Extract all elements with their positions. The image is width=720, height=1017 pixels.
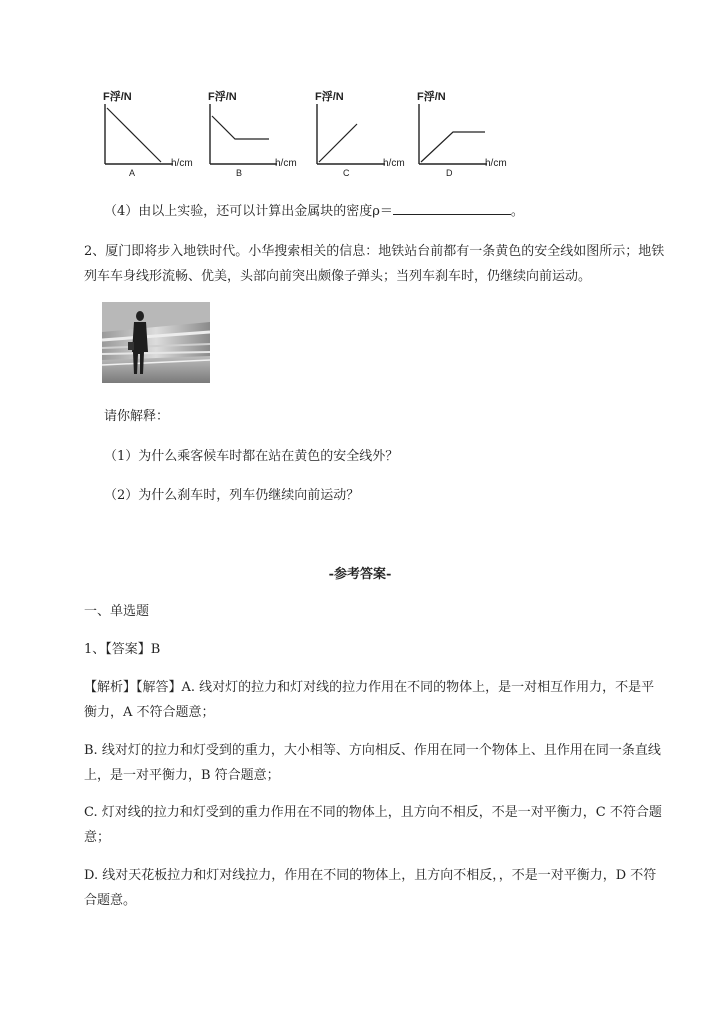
question-4 [104, 200, 524, 219]
graph-d [417, 89, 507, 178]
answer-q1: 1、【答案】B [84, 642, 161, 657]
analysis-c-line-2: 意； [84, 830, 111, 845]
graph-a-x-label: h/cm [171, 158, 193, 169]
buoyancy-graphs [97, 86, 513, 178]
graph-a-label: A [129, 168, 136, 178]
analysis-c-line-1: C. 灯对线的拉力和灯受到的重力作用在不同的物体上，且方向不相反，不是一对平衡力，C 不符合题 [84, 805, 662, 820]
graph-c-y-label: F浮/N [315, 91, 344, 103]
analysis-d-line-1: D. 线对天花板拉力和灯对线拉力，作用在不同的物体上，且方向不相反，，不是一对平衡力，D 不符 [84, 868, 657, 883]
question-4-text: （4）由以上实验，还可以计算出金属块的密度ρ＝ [104, 204, 393, 219]
graph-c [315, 89, 405, 178]
answers-title: -参考答案- [328, 567, 392, 582]
answer-blank [393, 202, 511, 215]
graph-c-label: C [343, 168, 350, 178]
graph-d-x-label: h/cm [485, 158, 507, 169]
graph-c-x-label: h/cm [383, 158, 405, 169]
section-heading: 一、单选题 [84, 604, 150, 619]
graph-b-y-label: F浮/N [208, 91, 237, 103]
explain-prompt: 请你解释： [104, 409, 170, 424]
graph-b-label: B [236, 168, 243, 178]
subway-platform-photo [102, 302, 210, 383]
analysis-b-line-2: 上，是一对平衡力，B 符合题意； [84, 768, 280, 783]
graph-b-x-label: h/cm [275, 158, 297, 169]
question-4-end: 。 [510, 204, 524, 219]
graph-a-y-label: F浮/N [103, 91, 132, 103]
question-2-line-2: 列车车身线形流畅、优美，头部向前突出颇像子弹头；当列车刹车时，仍继续向前运动。 [84, 269, 592, 284]
analysis-b-line-1: B. 线对灯的拉力和灯受到的重力，大小相等、方向相反、作用在同一个物体上、且作用在同一条直线 [84, 743, 661, 758]
analysis-a-line-2: 衡力，A 不符合题意； [84, 705, 215, 720]
graph-b [208, 89, 297, 178]
graph-a [103, 89, 193, 178]
analysis-d-line-2: 合题意。 [84, 893, 137, 908]
analysis-a-line-1: 【解析】【解答】A. 线对灯的拉力和灯对线的拉力作用在不同的物体上，是一对相互作用力，不是平 [84, 680, 655, 695]
question-2-line-1: 2、厦门即将步入地铁时代。小华搜索相关的信息：地铁站台前都有一条黄色的安全线如图所示；地铁 [84, 244, 665, 259]
sub-question-1: （1）为什么乘客候车时都在站在黄色的安全线外？ [104, 449, 399, 464]
graph-d-y-label: F浮/N [417, 91, 446, 103]
graph-d-label: D [446, 168, 453, 178]
sub-question-2: （2）为什么刹车时，列车仍继续向前运动？ [104, 488, 360, 503]
